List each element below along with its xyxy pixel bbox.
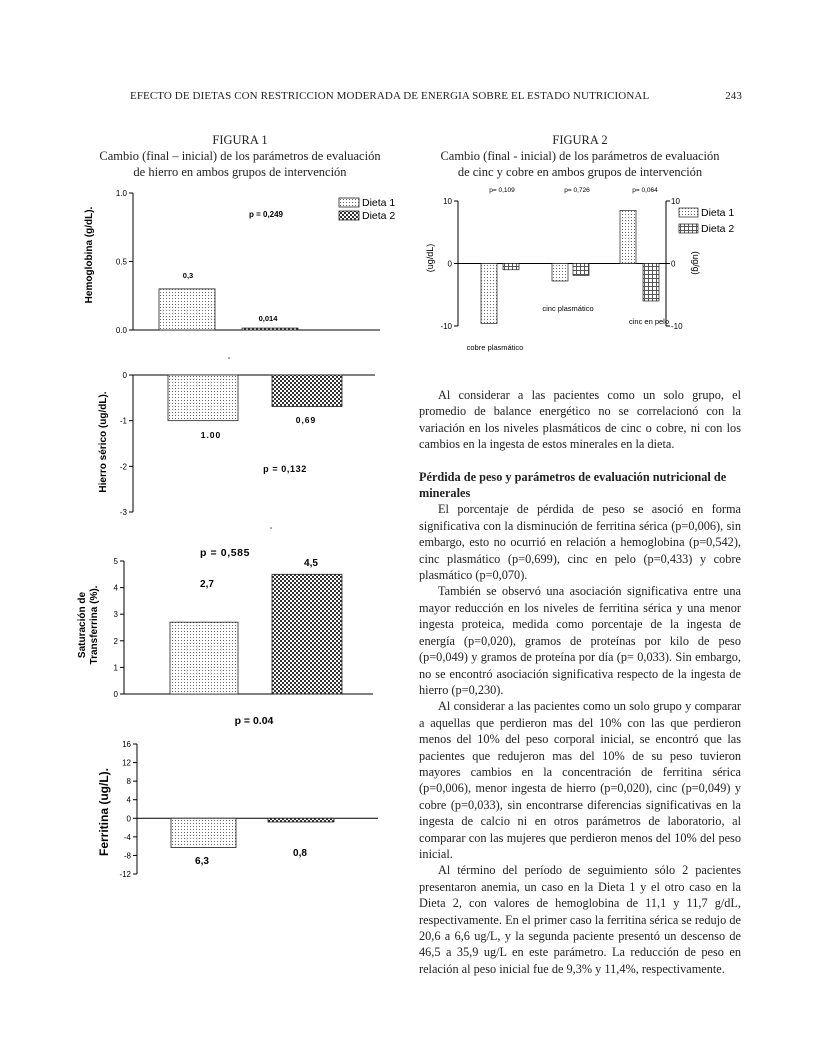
y-axis-label-line2: Transferrina (%). xyxy=(89,585,100,665)
y-tick-label: 16 xyxy=(122,740,131,749)
y-axis-label-left: (ug/dL) xyxy=(425,243,435,273)
paragraph: El porcentaje de pérdida de peso se asoció en forma significativa con la disminución de ferritina sérica (p=0,006), sin embargo, esto no ocurrió en relación a hemoglobina (p=0,542), cinc plasmático (p=0,699), cinc en pelo (p=0,433) y cobre plasmático (p=0,070). xyxy=(419,502,741,583)
bar-dieta-2 xyxy=(272,375,342,407)
bar-dieta-1 xyxy=(481,264,497,324)
y-tick-label: 4 xyxy=(113,583,118,593)
category-label: cinc en pelo xyxy=(628,317,670,326)
y-axis-label-line1: Saturación de xyxy=(77,591,88,659)
figure2-caption-line1: Cambio (final - inicial) de los parámetros de evaluación xyxy=(440,149,720,163)
y-tick-label: -12 xyxy=(119,870,131,879)
y-tick-label: -4 xyxy=(123,832,131,842)
separator-dot xyxy=(228,357,230,359)
legend-label: Dieta 1 xyxy=(701,207,735,219)
p-value-annotation: p = 0.04 xyxy=(234,715,274,727)
figure1-caption-line2: de hierro en ambos grupos de intervención xyxy=(133,165,347,179)
y-tick-label: 0 xyxy=(126,814,131,824)
bar-dieta-2 xyxy=(573,264,589,276)
bar-dieta-1 xyxy=(168,375,238,421)
data-label: 0,69 xyxy=(295,415,317,425)
bar-dieta-2 xyxy=(643,264,659,302)
y-tick-label-right: -10 xyxy=(671,322,683,331)
y-tick-label: 3 xyxy=(113,610,118,620)
section-heading: Pérdida de peso y parámetros de evaluación nutricional de minerales xyxy=(419,469,727,501)
y-tick-label: 4 xyxy=(126,795,131,805)
y-tick-label: 0 xyxy=(122,371,127,380)
y-tick-label: 10 xyxy=(443,197,452,206)
article-body xyxy=(419,387,741,977)
bar-dieta-1 xyxy=(171,818,236,847)
p-value-label: p= 0,109 xyxy=(489,187,515,194)
bar-dieta-1 xyxy=(620,210,636,263)
p-value-annotation: p = 0,132 xyxy=(263,464,307,474)
data-label: 0,8 xyxy=(293,848,307,859)
data-label: 1.00 xyxy=(200,430,222,440)
y-axis-label: Ferritina (ug/L). xyxy=(97,768,111,856)
y-tick-label: 8 xyxy=(126,777,131,787)
data-label: 4,5 xyxy=(304,558,318,569)
y-tick-label: -8 xyxy=(123,851,131,861)
category-label: cinc plasmático xyxy=(542,304,594,313)
legend-swatch xyxy=(339,211,359,220)
legend-label: Dieta 1 xyxy=(362,197,396,209)
legend-swatch xyxy=(679,224,698,233)
data-label: 6,3 xyxy=(195,856,209,867)
legend-swatch xyxy=(339,198,359,207)
bar-dieta-2 xyxy=(268,818,334,822)
paragraph: Al considerar a las pacientes como un solo grupo, el promedio de balance energético no se correlacionó con la variación en los niveles plasmáticos de cinc o cobre, ni con los cambios en la ingesta de estos minerales en la dieta. xyxy=(419,388,741,452)
category-label: cobre plasmático xyxy=(466,343,524,352)
y-tick-label: -1 xyxy=(119,416,127,426)
y-axis-label-right: (ug/g) xyxy=(691,251,701,275)
y-axis-label: Hemoglobina (g/dL). xyxy=(84,206,95,304)
legend-label: Dieta 2 xyxy=(362,210,396,222)
bar-dieta-1 xyxy=(552,264,568,282)
y-tick-label: 2 xyxy=(113,636,118,646)
legend-label: Dieta 2 xyxy=(701,223,735,235)
separator-dot xyxy=(270,527,272,529)
y-axis-label: Hierro sérico (ug/dL). xyxy=(98,391,109,493)
y-tick-label: 0 xyxy=(113,690,118,699)
bar-dieta-1 xyxy=(170,622,238,694)
figure2-caption-line2: de cinc y cobre en ambos grupos de intervención xyxy=(457,165,703,179)
p-value-label: p= 0,726 xyxy=(564,187,590,194)
bar-dieta-2 xyxy=(503,264,519,270)
y-tick-label: 0.5 xyxy=(115,257,127,267)
p-value-label: p= 0,064 xyxy=(632,187,658,194)
running-title: EFECTO DE DIETAS CON RESTRICCION MODERADA DE ENERGIA SOBRE EL ESTADO NUTRICIONAL xyxy=(130,90,650,102)
y-tick-label: 12 xyxy=(122,758,131,768)
paragraph: Al término del período de seguimiento sólo 2 pacientes presentaron anemia, un caso en la Dieta 1 y el otro caso en la Dieta 2, con valores de hemoglobina de 11,1 y 11,7 g/dL, respectivamente. En el primer caso la ferritina sérica se redujo de 20,6 a 6,6 ug/L, y la segunda paciente presentó un descenso de 46,5 a 35,9 ug/L en este parámetro. La reducción de peso en relación al peso inicial fue de 9,3% y 11,4%, respectivamente. xyxy=(419,863,741,976)
data-label: 0,3 xyxy=(182,271,194,280)
p-value-annotation: p = 0,249 xyxy=(248,210,284,219)
data-label: 0,014 xyxy=(258,314,278,323)
y-tick-label: 5 xyxy=(113,557,118,566)
y-tick-label: -3 xyxy=(119,508,127,517)
y-tick-label-right: 10 xyxy=(671,197,680,206)
data-label: 2,7 xyxy=(200,579,214,590)
y-tick-label: 1 xyxy=(113,663,118,673)
page-number: 243 xyxy=(725,90,742,102)
y-tick-label: -2 xyxy=(119,462,127,472)
bar-dieta-1 xyxy=(159,289,215,330)
p-value-annotation: p = 0,585 xyxy=(199,547,251,559)
figure1-caption-line1: Cambio (final – inicial) de los parámetros de evaluación xyxy=(99,149,381,163)
figure2-label: FIGURA 2 xyxy=(552,133,608,147)
y-tick-label-right: 0 xyxy=(671,259,676,269)
bar-dieta-2 xyxy=(272,574,342,694)
y-tick-label: 1.0 xyxy=(115,189,127,198)
y-tick-label: 0.0 xyxy=(115,326,127,335)
y-tick-label: 0 xyxy=(447,259,452,269)
paragraph: También se observó una asociación significativa entre una mayor reducción en los niveles de ferritina sérica y una menor ingesta proteica, medida como porcentaje de la ingesta de energía (p=0,020), gramos de proteínas por kilo de peso (p=0,049) y gramos de proteína por día (p= 0,033). Sin embargo, no se encontró asociación significativa respecto de la ingesta de hierro (p=0,230). xyxy=(419,584,741,697)
y-tick-label: -10 xyxy=(440,322,452,331)
paragraph: Al considerar a las pacientes como un solo grupo y comparar a aquellas que perdieron mas del 10% con las que perdieron menos del 10% del peso corporal inicial, se encontró que las pacientes que redujeron mas del 10% de su peso tuvieron mayores cambios en la concentración de ferritina sérica (p=0,006), menor ingesta de hierro (p=0,020), cinc (p=0,049) y cobre (p=0,033), sin encontrarse diferencias significativas en la ingesta de calcio ni en otros parámetros de laboratorio, al comparar con las mujeres que perdieron menos del 10% del peso inicial. xyxy=(419,699,741,861)
legend-swatch xyxy=(679,208,698,217)
bar-dieta-2 xyxy=(242,328,298,330)
figure1-label: FIGURA 1 xyxy=(212,133,268,147)
